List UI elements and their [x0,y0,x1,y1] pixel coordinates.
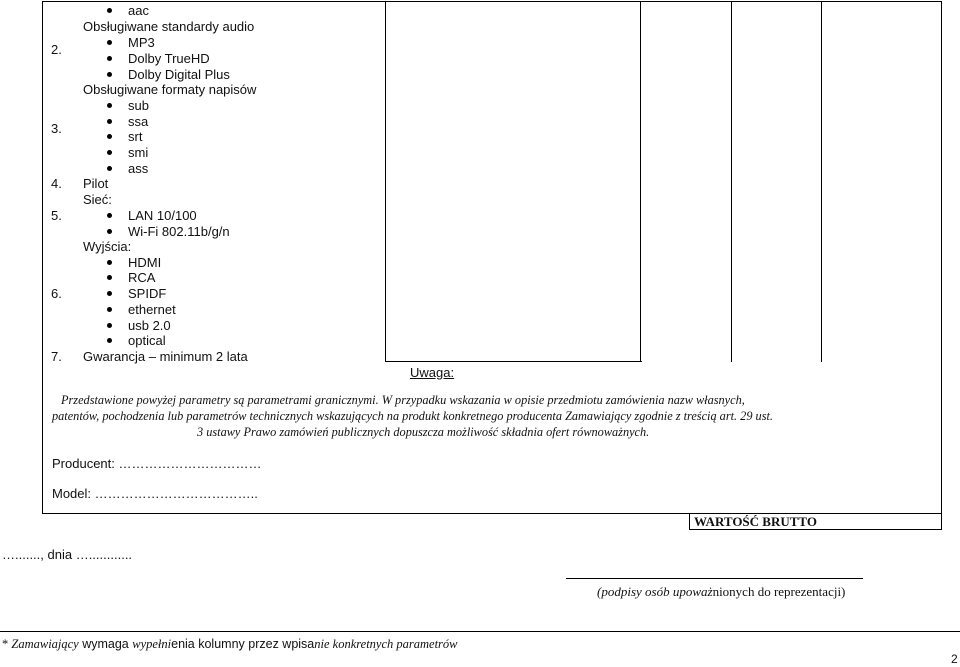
table-border-top [42,1,942,2]
list-item-audio: Dolby TrueHD [128,51,210,66]
list-item-output: SPIDF [128,286,167,301]
footnote-part: konkretnych parametrów [332,637,458,651]
total-value-label: WARTOŚĆ BRUTTO [694,514,817,529]
item-number-5: 5. [51,208,62,223]
list-item-output: ethernet [128,302,176,317]
item-number-6: 6. [51,286,62,301]
notice-line-3: 3 ustawy Prawo zamówień publicznych dopuszcza możliwość składnia ofert równoważnych. [197,425,650,439]
col-divider-1 [385,1,386,362]
list-item-audio: Dolby Digital Plus [128,67,230,82]
warranty-label: Gwarancja – minimum 2 lata [83,349,248,364]
notice-line-1: Przedstawione powyżej parametry są parametrami granicznymi. W przypadku wskazania w opisie przedmiotu zamówienia nazw własnych, [61,393,745,407]
place-date-field[interactable]: …......., dnia …............ [2,547,133,562]
item-number-4: 4. [51,176,62,191]
signature-caption-italic: (podpisy osób upoważ [597,584,713,599]
list-item-output: usb 2.0 [128,318,171,333]
row-divider [385,361,642,362]
subtitles-heading: Obsługiwane formaty napisów [83,82,257,97]
outputs-heading: Wyjścia: [83,239,132,254]
list-item-subtitle: srt [128,129,143,144]
list-item-subtitle: sub [128,98,149,113]
item-number-7: 7. [51,349,62,364]
list-item-subtitle: ass [128,161,149,176]
footnote-part: wymaga [78,637,133,651]
footnote [2,637,458,652]
pilot-label: Pilot [83,176,109,191]
col-divider-2 [640,1,641,362]
producer-field[interactable]: Producent: …………………………… [52,456,262,471]
uwaga-heading: Uwaga: [410,365,455,380]
audio-heading: Obsługiwane standardy audio [83,19,255,34]
model-field[interactable]: Model: ……………………………….. [52,486,258,501]
list-item-network: Wi-Fi 802.11b/g/n [128,224,230,239]
footnote-separator [0,631,960,632]
col-divider-3 [731,1,732,362]
col-divider-4 [821,1,822,362]
page-number: 2 [951,652,958,666]
list-item-subtitle: smi [128,145,149,160]
signature-caption [597,584,845,599]
item-number-3: 3. [51,121,62,136]
footnote-part: enia kolumny przez wpisa [171,637,315,651]
signature-line [566,578,863,579]
table-border-left [42,1,43,514]
table-border-right [941,1,942,530]
list-item-network: LAN 10/100 [128,208,197,223]
signature-caption-normal: nionych do reprezentacji) [712,584,846,599]
list-item-audio: MP3 [128,35,155,50]
item-number-2: 2. [51,42,62,57]
footnote-part: nie [314,637,333,651]
network-heading: Sieć: [83,192,112,207]
value-box-left [689,513,690,530]
footnote-part: Zamawiający [11,637,79,651]
notice-line-2: patentów, pochodzenia lub parametrów technicznych wskazujących na produkt konkretnego producenta Zamawiający zgodnie z treścią art. 29 ust. [52,409,773,423]
footnote-part: wypełni [132,637,172,651]
list-item-output: HDMI [128,255,162,270]
footnote-star: * [2,637,12,651]
list-item-output: RCA [128,270,156,285]
list-item-output: optical [128,333,166,348]
list-item-aac: aac [128,3,149,18]
list-item-subtitle: ssa [128,114,149,129]
value-box-bottom [689,529,942,530]
